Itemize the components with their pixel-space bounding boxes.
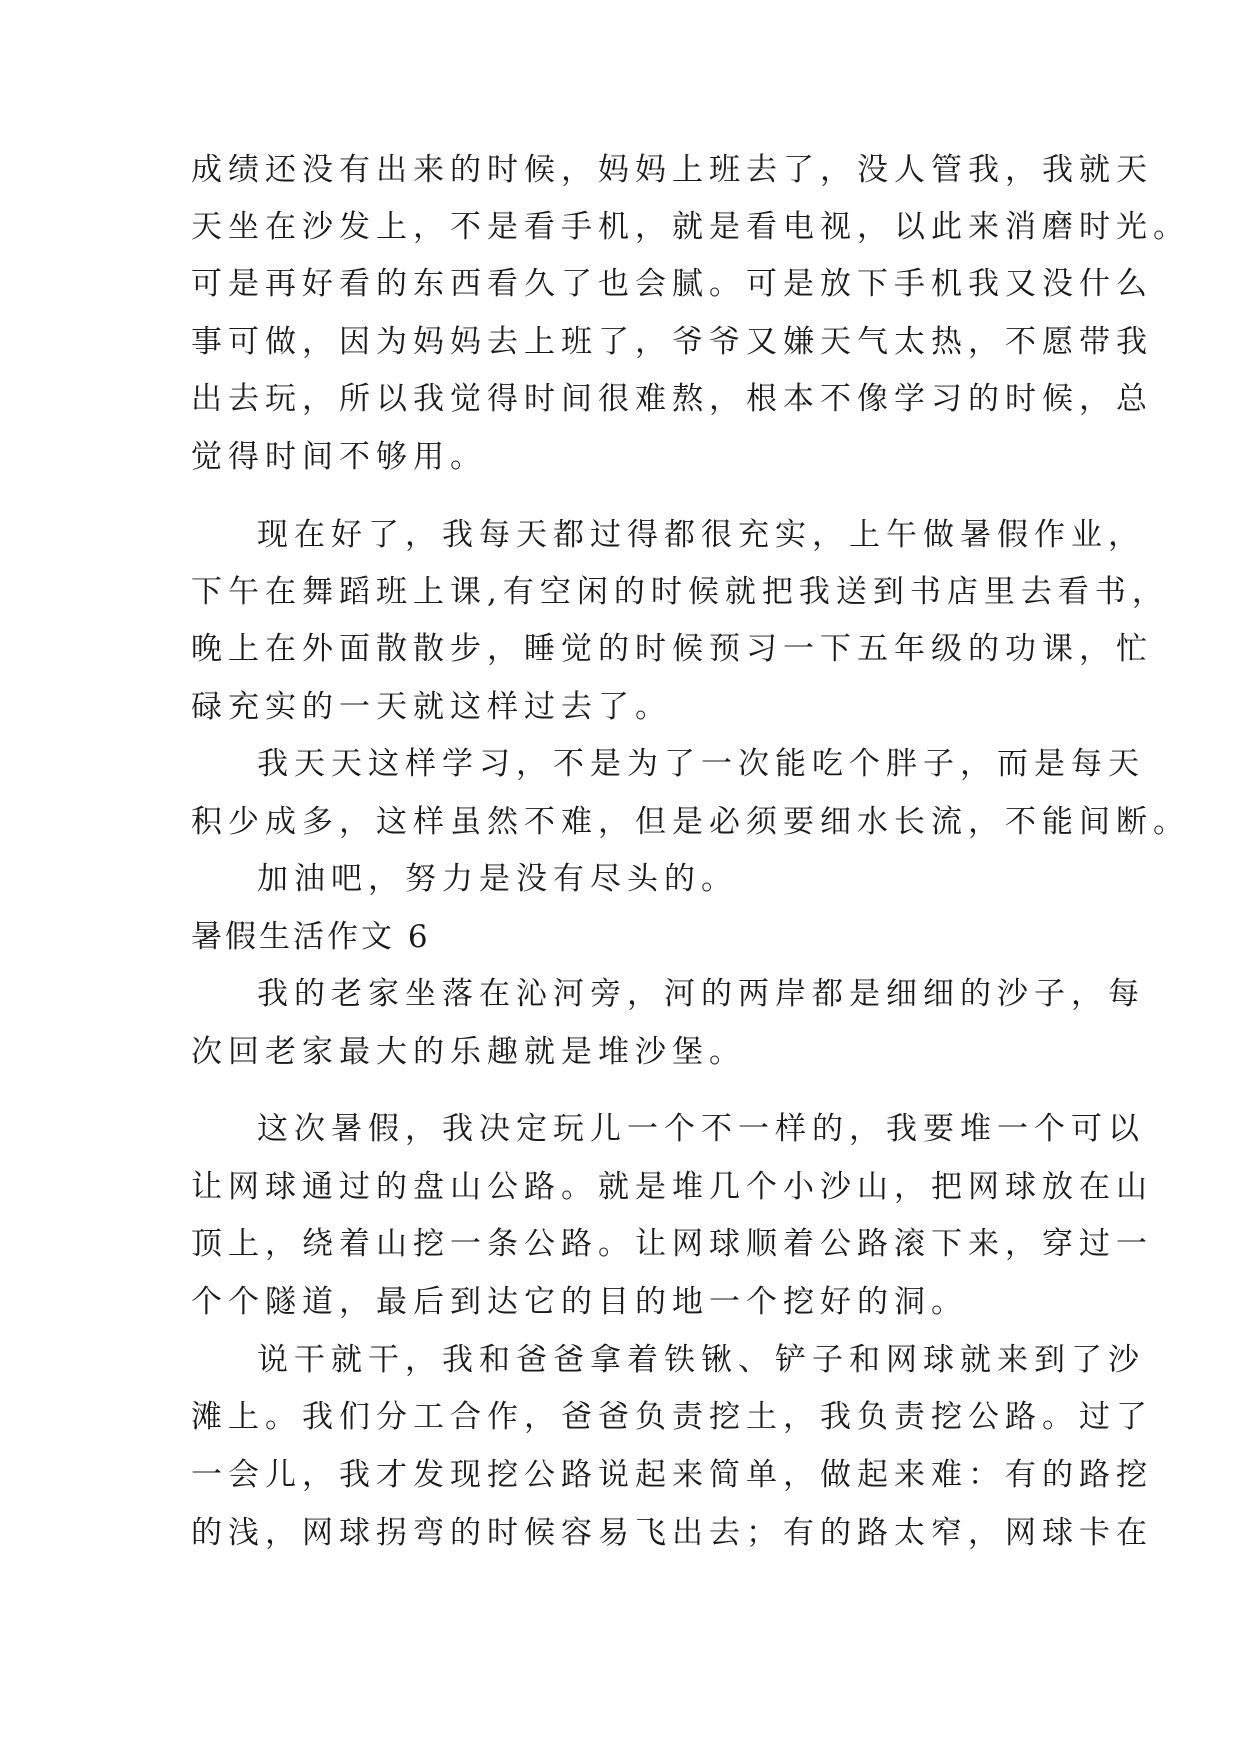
- text-line: 出去玩，所以我觉得时间很难熬，根本不像学习的时候，总: [191, 381, 1153, 417]
- text-line: 加油吧，努力是没有尽头的。: [257, 861, 738, 897]
- text-line: 事可做，因为妈妈去上班了，爷爷又嫌天气太热，不愿带我: [191, 324, 1153, 360]
- text-line: 说干就干，我和爸爸拿着铁锹、铲子和网球就来到了沙: [257, 1342, 1145, 1378]
- section-heading: 暑假生活作文 6: [191, 919, 431, 955]
- text-line: 这次暑假，我决定玩儿一个不一样的，我要堆一个可以: [257, 1111, 1145, 1147]
- text-line: 滩上。我们分工合作，爸爸负责挖土，我负责挖公路。过了: [191, 1399, 1153, 1435]
- text-line: 现在好了，我每天都过得都很充实，上午做暑假作业，: [257, 517, 1145, 553]
- text-line: 碌充实的一天就这样过去了。: [191, 689, 672, 725]
- text-line: 可是再好看的东西看久了也会腻。可是放下手机我又没什么: [191, 266, 1153, 302]
- text-line: 次回老家最大的乐趣就是堆沙堡。: [191, 1034, 746, 1070]
- text-line: 积少成多，这样虽然不难，但是必须要细水长流，不能间断。: [191, 804, 1190, 840]
- text-line: 晚上在外面散散步，睡觉的时候预习一下五年级的功课，忙: [191, 631, 1153, 667]
- text-line: 的浅，网球拐弯的时候容易飞出去；有的路太窄，网球卡在: [191, 1515, 1153, 1551]
- text-line: 顶上，绕着山挖一条公路。让网球顺着公路滚下来，穿过一: [191, 1226, 1153, 1262]
- text-line: 天坐在沙发上，不是看手机，就是看电视，以此来消磨时光。: [191, 209, 1190, 245]
- text-line: 我天天这样学习，不是为了一次能吃个胖子，而是每天: [257, 746, 1145, 782]
- text-line: 让网球通过的盘山公路。就是堆几个小沙山，把网球放在山: [191, 1169, 1153, 1205]
- text-line: 一会儿，我才发现挖公路说起来简单，做起来难：有的路挖: [191, 1457, 1153, 1493]
- text-line: 个个隧道，最后到达它的目的地一个挖好的洞。: [191, 1284, 968, 1320]
- text-line: 成绩还没有出来的时候，妈妈上班去了，没人管我，我就天: [191, 152, 1153, 188]
- text-line: 我的老家坐落在沁河旁，河的两岸都是细细的沙子，每: [257, 976, 1145, 1012]
- text-line: 觉得时间不够用。: [191, 439, 487, 475]
- text-line: 下午在舞蹈班上课,有空闲的时候就把我送到书店里去看书，: [191, 574, 1169, 610]
